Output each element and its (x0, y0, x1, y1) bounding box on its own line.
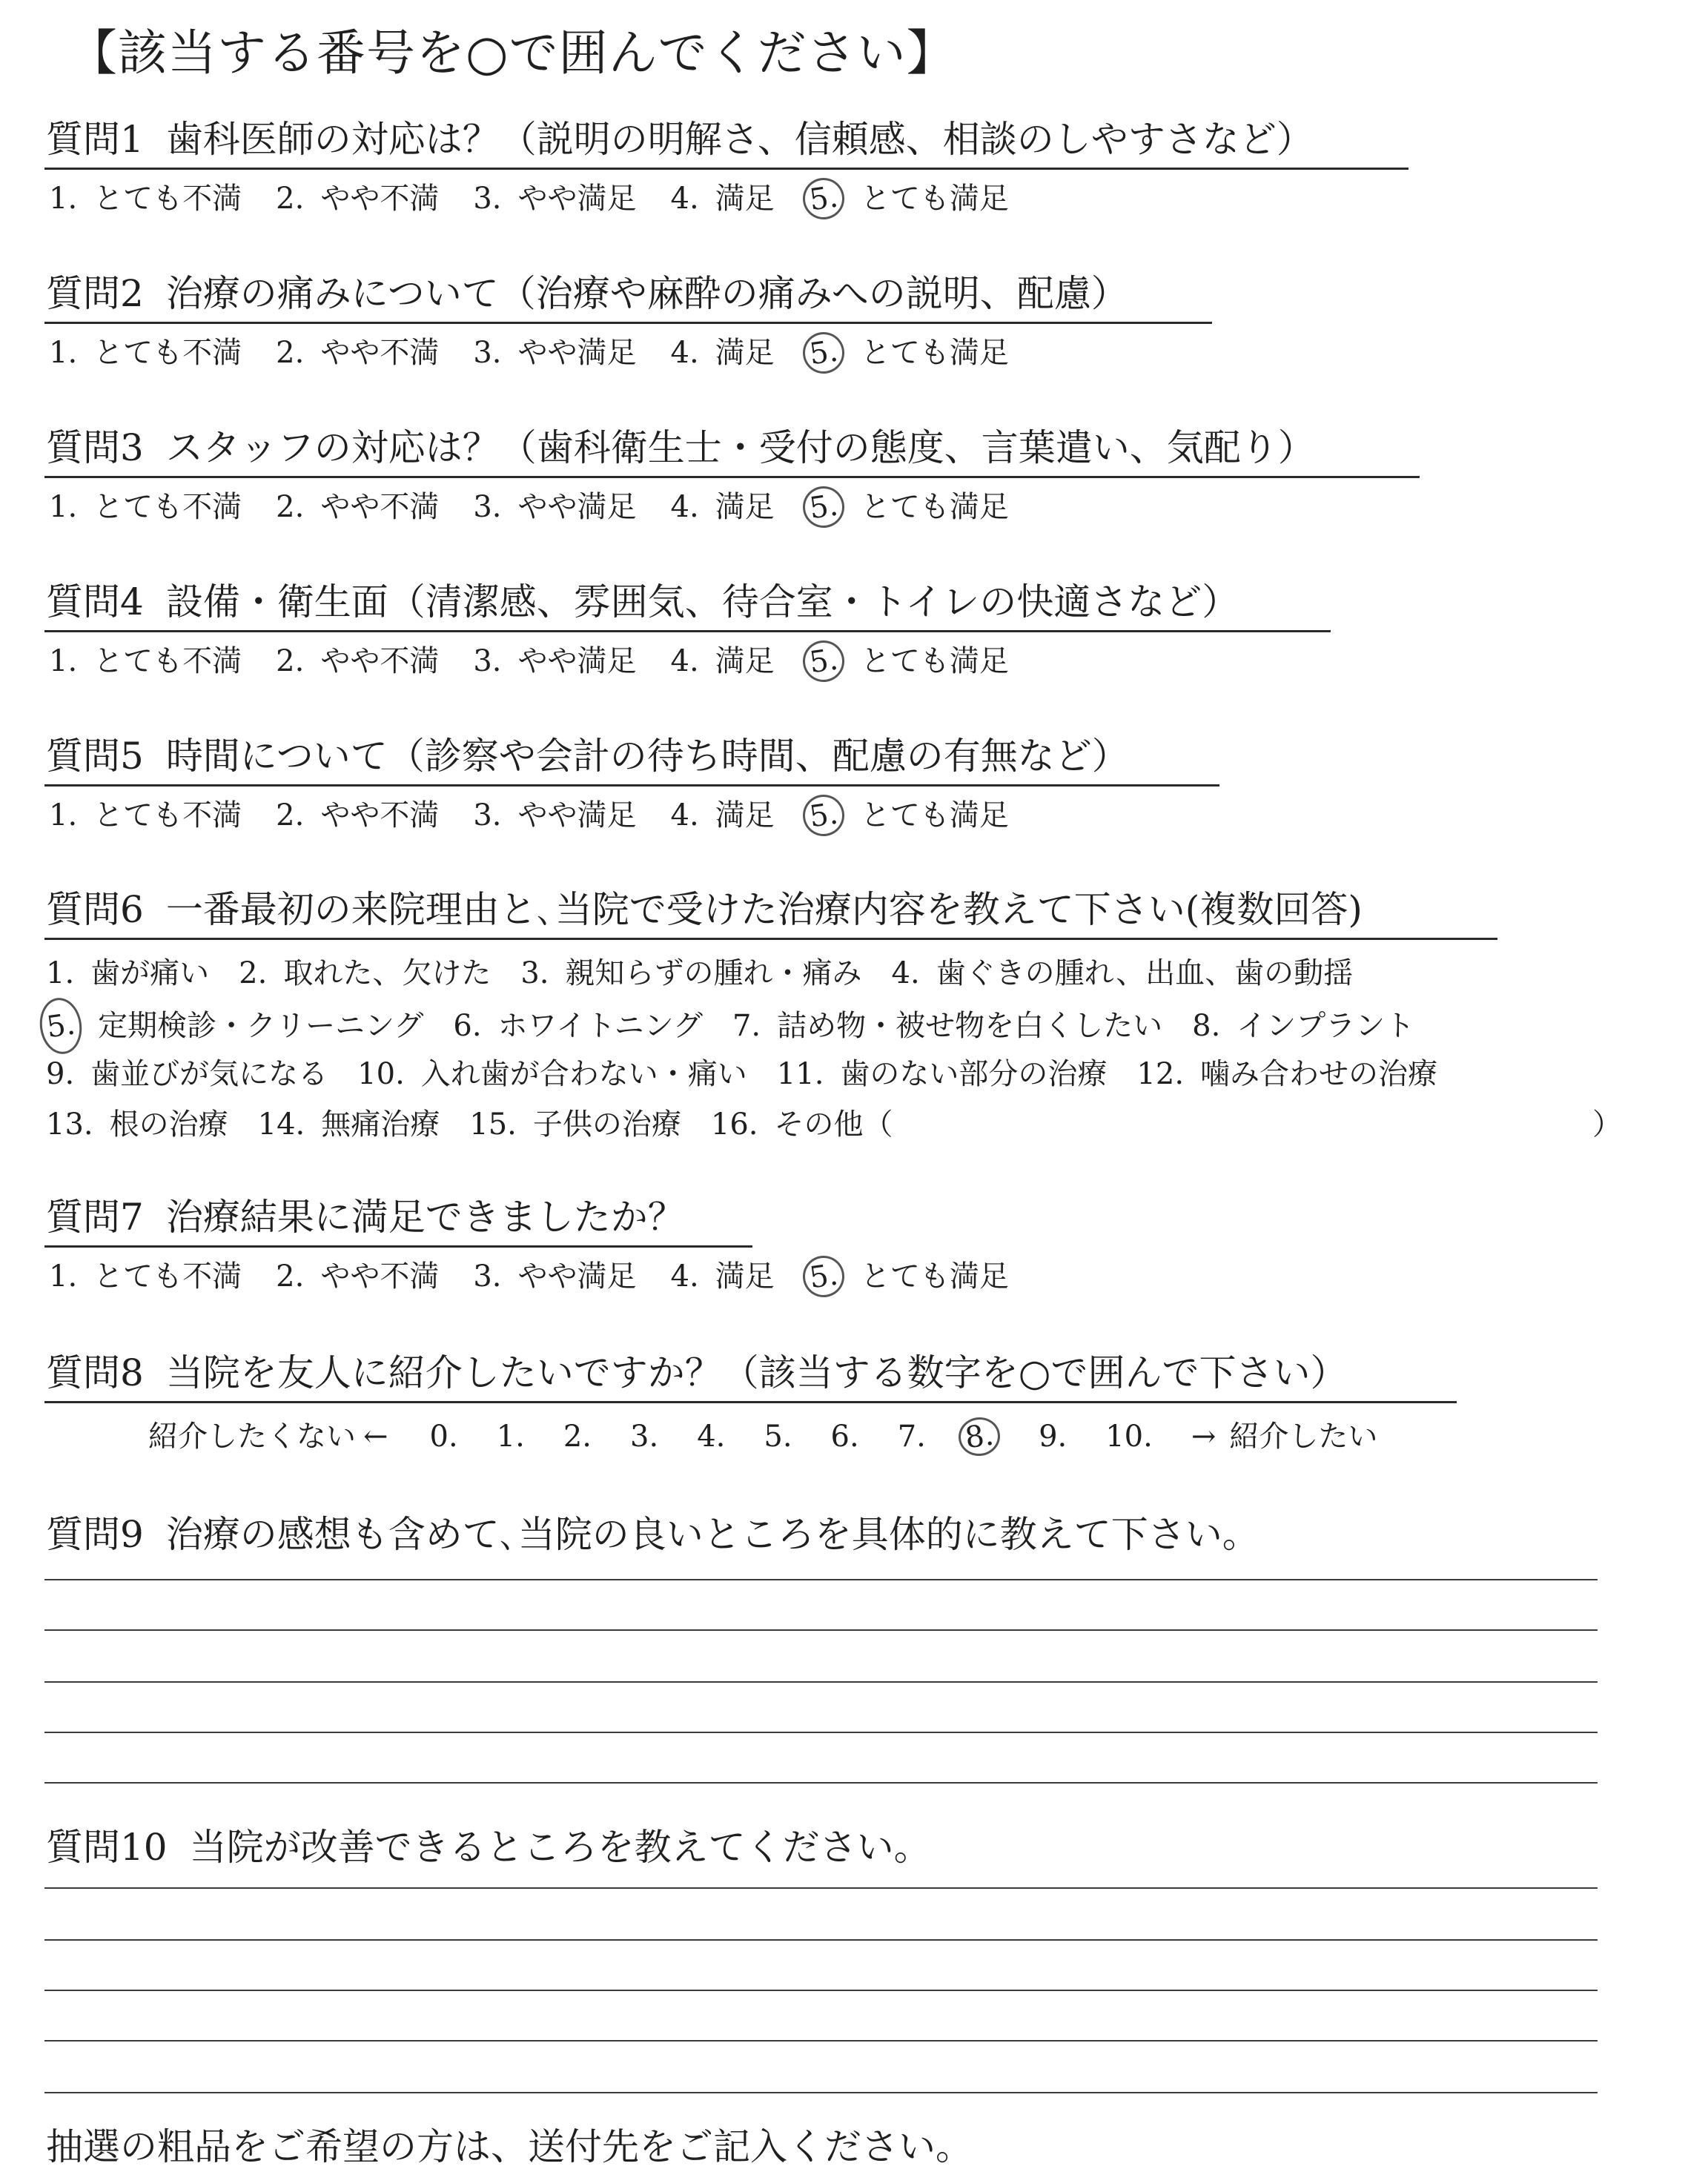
q6-option[interactable] (46, 1048, 328, 1100)
question-heading-8 (46, 1351, 1347, 1395)
rating-option-label: とても不満 (93, 1259, 242, 1294)
q6-option-label: ホワイトニング (497, 1009, 703, 1043)
question-heading-6 (46, 887, 1363, 932)
question-text: スタッフの対応は？（歯科衛生士・受付の態度、言葉遣い、気配り） (165, 426, 1315, 469)
question-number: 質問10 (46, 1826, 168, 1869)
rating-option-number: 3. (473, 490, 502, 524)
question-number: 質問7 (46, 1196, 144, 1239)
question-underline (44, 1245, 752, 1248)
circled-rating-mark: 5. (800, 792, 847, 838)
rating-option[interactable] (671, 643, 775, 680)
q6-option-label: 歯のない部分の治療 (840, 1057, 1108, 1091)
rating-options-q5 (49, 795, 1043, 836)
q6-option[interactable] (46, 998, 423, 1054)
question-underline (44, 938, 1497, 940)
rating-option[interactable] (49, 334, 242, 371)
question-text: 当院を友人に紹介したいですか？（該当する数字を○で囲んで下さい） (165, 1351, 1348, 1394)
rating-option-number: 1. (49, 1259, 78, 1294)
q6-options-row-3 (46, 1048, 1467, 1100)
scale-left-label: 紹介したくない (148, 1420, 356, 1454)
rating-option[interactable] (473, 489, 636, 526)
question-heading-2 (46, 271, 1128, 316)
rating-option-number: 1. (49, 490, 78, 524)
q6-option-number: 10. (357, 1057, 405, 1091)
q6-option[interactable] (1192, 1000, 1414, 1052)
question-text: 治療結果に満足できましたか？ (165, 1196, 685, 1239)
rating-option-label: 満足 (715, 1259, 775, 1294)
q6-option-label: 歯ぐきの腫れ、出血、歯の動揺 (936, 956, 1354, 990)
q6-option-number: 1. (46, 956, 75, 990)
rating-options-q1 (49, 178, 1043, 219)
q6-option[interactable] (357, 1048, 747, 1100)
question-underline (44, 476, 1420, 478)
rating-option-label: やや不満 (320, 182, 440, 216)
rating-option[interactable] (49, 1258, 242, 1295)
q6-option-label: 無痛治療 (321, 1107, 440, 1142)
q6-option-number: 14. (257, 1107, 305, 1142)
q6-options-row-2 (46, 998, 1444, 1054)
rating-option-label: とても満足 (860, 182, 1009, 216)
question-heading-5 (46, 734, 1129, 778)
question-underline (44, 784, 1219, 787)
q6-option[interactable] (46, 1099, 228, 1150)
rating-option-number: 2. (276, 798, 305, 832)
question-underline (44, 322, 1212, 324)
rating-options-q3 (49, 486, 1043, 528)
question-text: 一番最初の来院理由と､当院で受けた治療内容を教えて下さい(複数回答) (165, 888, 1363, 931)
question-underline (44, 630, 1331, 632)
rating-option-label: 満足 (715, 490, 775, 524)
q6-option-label: 噛み合わせの治療 (1200, 1057, 1438, 1091)
scale-left-arrow: ← (363, 1420, 388, 1454)
question-underline (44, 168, 1409, 170)
q6-option-number: 4. (891, 956, 920, 990)
rating-option-number: 4. (670, 798, 699, 832)
rating-option-label: やや満足 (517, 490, 637, 524)
question-text: 当院が改善できるところを教えてください。 (189, 1826, 931, 1869)
rating-option[interactable] (473, 334, 636, 371)
scale-value[interactable]: 1. (496, 1420, 525, 1454)
question-text: 設備・衛生面（清潔感、雰囲気、待合室・トイレの快適さなど） (165, 580, 1239, 623)
question-heading-4 (46, 580, 1239, 624)
scale-value[interactable]: 4. (697, 1420, 726, 1454)
circled-rating-mark: 5. (800, 638, 847, 684)
rating-option-label: とても不満 (93, 182, 242, 216)
rating-option[interactable] (49, 489, 242, 526)
rating-option-number: 4. (670, 644, 699, 678)
q6-option[interactable] (46, 947, 209, 999)
question-number: 質問6 (46, 888, 144, 931)
rating-option-number: 1. (49, 798, 78, 832)
answer-writing-line[interactable] (44, 1887, 1598, 1889)
rating-option[interactable] (671, 797, 775, 834)
rating-option[interactable] (276, 489, 439, 526)
scale-value[interactable]: 5. (764, 1420, 792, 1454)
question-heading-9 (46, 1512, 1260, 1557)
circled-rating-mark: 5. (800, 329, 847, 376)
q6-option[interactable] (258, 1099, 440, 1150)
rating-option[interactable] (809, 1256, 1009, 1297)
answer-writing-line[interactable] (44, 1732, 1598, 1733)
rating-option-label: 満足 (715, 644, 775, 678)
q6-option-number: 3. (520, 956, 549, 990)
rating-option[interactable] (49, 797, 242, 834)
rating-option[interactable] (809, 178, 1009, 219)
rating-option-label: やや不満 (320, 490, 440, 524)
q6-option-number: 11. (776, 1057, 824, 1091)
rating-option-number: 3. (473, 182, 502, 216)
question-heading-1 (46, 117, 1314, 162)
q6-option-number: 2. (239, 956, 268, 990)
question-number: 質問2 (46, 272, 144, 315)
rating-option-label: やや満足 (517, 798, 637, 832)
rating-options-q7 (49, 1256, 1043, 1297)
rating-option[interactable] (473, 180, 636, 217)
rating-option[interactable] (671, 180, 775, 217)
question-number: 質問8 (46, 1351, 144, 1394)
q6-options-row-1 (46, 947, 1383, 999)
rating-option[interactable] (671, 489, 775, 526)
question-heading-3 (46, 425, 1315, 470)
rating-option-number: 3. (473, 336, 502, 370)
page-title: 【該当する番号を○で囲んでください】 (68, 24, 956, 82)
rating-option-label: とても不満 (93, 336, 242, 370)
q6-option[interactable] (732, 1000, 1162, 1052)
q6-option[interactable] (711, 1099, 893, 1150)
rating-option[interactable] (809, 640, 1009, 682)
rating-option-number: 2. (276, 336, 305, 370)
q6-option-label: 子供の治療 (532, 1107, 681, 1142)
rating-option[interactable] (671, 334, 775, 371)
rating-option[interactable] (473, 797, 636, 834)
rating-option-label: とても不満 (93, 490, 242, 524)
rating-option-number: 1. (49, 644, 78, 678)
rating-option-label: やや満足 (517, 336, 637, 370)
answer-writing-line[interactable] (44, 1782, 1598, 1784)
rating-option-number: 3. (473, 1259, 502, 1294)
scale-value[interactable]: 6. (830, 1420, 859, 1454)
rating-option[interactable] (809, 332, 1009, 374)
rating-option-number: 2. (276, 644, 305, 678)
rating-option-label: やや満足 (517, 1259, 637, 1294)
rating-option-label: やや不満 (320, 798, 440, 832)
q6-other-close-paren: ） (1592, 1107, 1622, 1142)
q6-option-label: その他（ (774, 1107, 893, 1142)
answer-writing-line[interactable] (44, 1579, 1598, 1580)
question-number: 質問9 (46, 1513, 144, 1556)
rating-option-label: やや不満 (320, 336, 440, 370)
answer-writing-line[interactable] (44, 1629, 1598, 1631)
rating-option-label: 満足 (715, 336, 775, 370)
rating-option-label: やや不満 (320, 644, 440, 678)
rating-option-number: 4. (670, 182, 699, 216)
rating-option[interactable] (276, 180, 439, 217)
scale-value[interactable]: 2. (563, 1420, 592, 1454)
rating-option-label: とても不満 (93, 644, 242, 678)
rating-option[interactable] (809, 486, 1009, 528)
circled-rating-mark: 5. (800, 1253, 847, 1299)
recommend-scale (148, 1413, 1407, 1456)
question-text: 歯科医師の対応は？（説明の明解さ、信頼感、相談のしやすさなど） (165, 118, 1314, 161)
answer-writing-line[interactable] (44, 1990, 1598, 1991)
q6-option-label: 親知らずの腫れ・痛み (565, 956, 862, 990)
question-number: 質問1 (46, 118, 144, 161)
q6-option-label: 定期検診・クリーニング (98, 1009, 424, 1043)
circled-q6-mark: 5. (36, 995, 85, 1056)
rating-option[interactable] (276, 797, 439, 834)
q6-option[interactable] (239, 947, 491, 999)
q6-option-label: 根の治療 (109, 1107, 228, 1142)
q6-option-number: 7. (732, 1009, 761, 1043)
q6-option-number: 16. (710, 1107, 758, 1142)
q6-option-label: インプラント (1237, 1009, 1415, 1043)
q6-option-number: 12. (1136, 1057, 1185, 1091)
question-number: 質問3 (46, 426, 144, 469)
scale-value[interactable]: 10. (1105, 1420, 1153, 1454)
q6-option-label: 歯並びが気になる (90, 1057, 328, 1091)
footer-prize-note: 抽選の粗品をご希望の方は、送付先をご記入ください。 (46, 2125, 973, 2168)
rating-option[interactable] (276, 643, 439, 680)
rating-option[interactable] (473, 1258, 636, 1295)
rating-option-number: 4. (670, 336, 699, 370)
rating-option-label: やや満足 (517, 644, 637, 678)
scale-right-label: 紹介したい (1229, 1420, 1378, 1454)
q6-option-label: 取れた、欠けた (283, 956, 491, 990)
rating-option[interactable] (473, 643, 636, 680)
q6-option[interactable] (520, 947, 861, 999)
q6-option[interactable] (777, 1048, 1108, 1100)
q6-option-number: 8. (1192, 1009, 1221, 1043)
q6-option-number: 15. (469, 1107, 517, 1142)
question-number: 質問4 (46, 580, 144, 623)
scale-right-arrow: → (1191, 1420, 1217, 1454)
q6-option[interactable] (1136, 1048, 1437, 1100)
answer-writing-line[interactable] (44, 1939, 1598, 1941)
rating-option-label: とても満足 (860, 1259, 1009, 1294)
q6-option[interactable] (892, 947, 1354, 999)
rating-option[interactable] (671, 1258, 775, 1295)
circled-rating-mark: 5. (800, 483, 847, 530)
answer-writing-line[interactable] (44, 1681, 1598, 1683)
q6-option-label: 詰め物・被せ物を白くしたい (777, 1009, 1163, 1043)
circled-rating-mark: 5. (800, 175, 847, 222)
scale-value[interactable]: 9. (1039, 1420, 1068, 1454)
question-number: 質問5 (46, 735, 144, 778)
rating-option-number: 3. (473, 644, 502, 678)
question-heading-7 (46, 1195, 685, 1239)
question-text: 時間について（診察や会計の待ち時間、配慮の有無など） (165, 735, 1129, 778)
question-heading-10 (46, 1825, 931, 1870)
rating-option-label: やや不満 (320, 1259, 440, 1294)
rating-option-number: 2. (276, 182, 305, 216)
q6-option-number: 9. (46, 1057, 75, 1091)
scale-value[interactable]: 3. (630, 1420, 659, 1454)
question-text: 治療の感想も含めて､当院の良いところを具体的に教えて下さい。 (165, 1513, 1260, 1556)
question-text: 治療の痛みについて（治療や麻酔の痛みへの説明、配慮） (165, 272, 1128, 315)
rating-option-label: とても満足 (860, 644, 1009, 678)
rating-option-label: とても満足 (860, 798, 1009, 832)
rating-option[interactable] (49, 180, 242, 217)
q6-option-number: 6. (453, 1009, 482, 1043)
rating-option-number: 2. (276, 490, 305, 524)
q6-option-label: 歯が痛い (90, 956, 210, 990)
rating-option-label: やや満足 (517, 182, 637, 216)
question-underline (44, 1401, 1457, 1403)
rating-option-number: 4. (670, 1259, 699, 1294)
rating-option-number: 3. (473, 798, 502, 832)
q6-option[interactable] (453, 1000, 703, 1052)
rating-option-number: 1. (49, 336, 78, 370)
rating-option-label: とても満足 (860, 490, 1009, 524)
q6-option-label: 入れ歯が合わない・痛い (420, 1057, 747, 1091)
q6-options-row-4 (46, 1099, 923, 1150)
rating-options-q2 (49, 332, 1043, 374)
scale-value[interactable]: 0. (429, 1420, 458, 1454)
scale-value[interactable]: 7. (897, 1420, 926, 1454)
rating-options-q4 (49, 640, 1043, 682)
rating-option-label: 満足 (715, 182, 775, 216)
answer-writing-line[interactable] (44, 2092, 1598, 2093)
rating-option[interactable] (49, 643, 242, 680)
rating-option[interactable] (276, 334, 439, 371)
rating-option-label: とても満足 (860, 336, 1009, 370)
q6-option-number: 13. (46, 1107, 93, 1142)
answer-writing-line[interactable] (44, 2040, 1598, 2041)
rating-option-label: 満足 (715, 798, 775, 832)
q6-option[interactable] (469, 1099, 681, 1150)
rating-option[interactable] (809, 795, 1009, 836)
rating-option-number: 2. (276, 1259, 305, 1294)
circled-scale-mark[interactable]: 8. (956, 1414, 1003, 1458)
rating-option-number: 4. (670, 490, 699, 524)
rating-option-number: 1. (49, 182, 78, 216)
rating-option-label: とても不満 (93, 798, 242, 832)
rating-option[interactable] (276, 1258, 439, 1295)
